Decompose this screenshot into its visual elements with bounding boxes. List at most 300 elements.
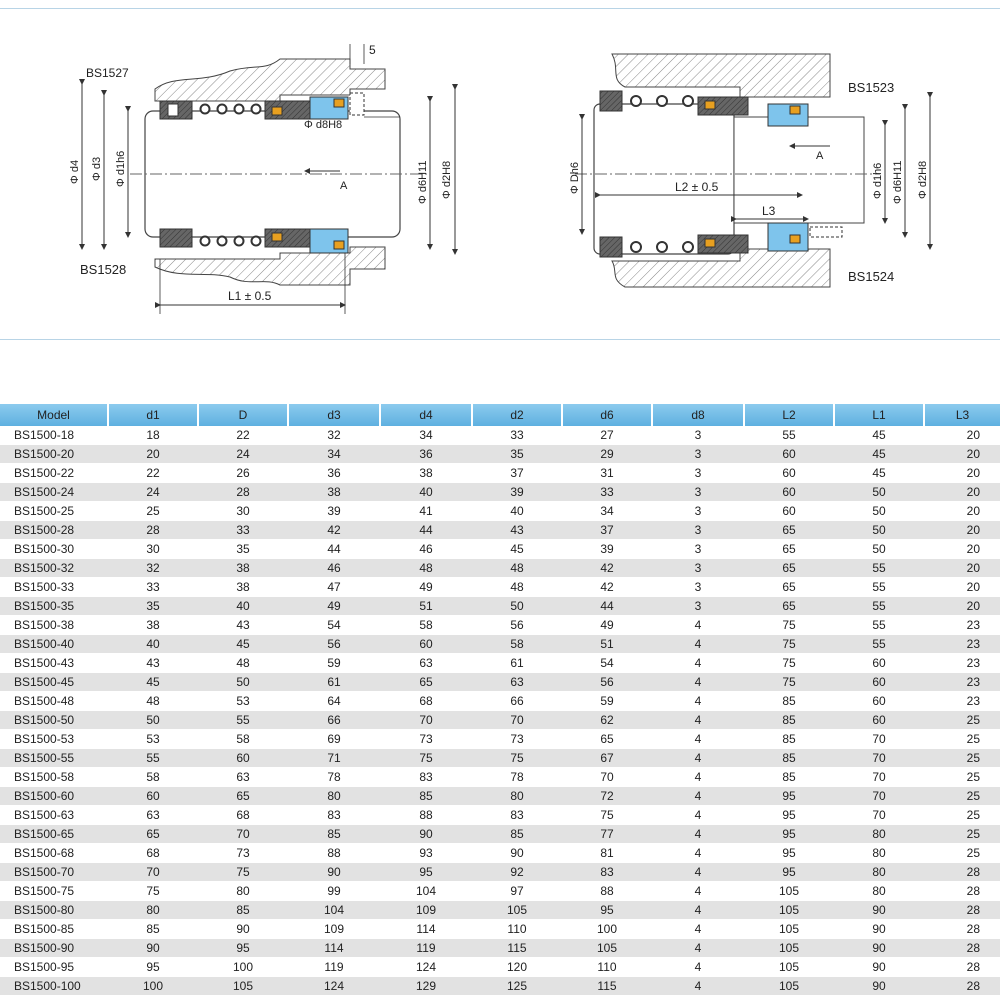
seat-top-right [768,104,808,126]
table-cell: 73 [198,844,288,863]
table-cell: 40 [198,597,288,616]
table-cell: 55 [198,711,288,730]
table-header-row [0,404,1000,426]
table-cell: 50 [834,483,924,502]
table-cell: 3 [652,578,744,597]
table-cell: 4 [652,806,744,825]
table-cell: BS1500-40 [0,635,108,654]
table-cell: 105 [744,977,834,996]
table-cell: BS1500-22 [0,464,108,483]
table-cell: 85 [472,825,562,844]
table-cell: 33 [198,521,288,540]
table-cell: 95 [744,806,834,825]
table-cell: 64 [288,692,380,711]
table-cell: 90 [472,844,562,863]
table-cell: 65 [380,673,472,692]
table-cell: 55 [834,635,924,654]
table-row [0,939,1000,958]
table-row [0,483,1000,502]
table-cell: 58 [198,730,288,749]
column-header: d6 [562,404,652,426]
table-cell: 119 [288,958,380,977]
table-row [0,844,1000,863]
spring-top-right [631,96,693,106]
table-row [0,749,1000,768]
table-cell: 28 [108,521,198,540]
column-header: d3 [288,404,380,426]
table-cell: 90 [288,863,380,882]
table-cell: 73 [380,730,472,749]
table-cell: 60 [744,445,834,464]
table-cell: 75 [380,749,472,768]
table-cell: 85 [198,901,288,920]
table-cell: 85 [744,749,834,768]
table-cell: 4 [652,711,744,730]
table-cell: 75 [744,616,834,635]
table-cell: 60 [108,787,198,806]
table-cell: 65 [744,559,834,578]
table-cell: 97 [472,882,562,901]
label-d6-right: Φ d6H11 [892,160,904,204]
table-cell: 63 [108,806,198,825]
retainer-bottom-right [600,237,622,257]
table-cell: 44 [380,521,472,540]
table-cell: 129 [380,977,472,996]
table-cell: 45 [108,673,198,692]
table-cell: 58 [472,635,562,654]
table-cell: 59 [288,654,380,673]
spec-table [0,404,1000,996]
table-cell: 18 [108,426,198,445]
table-cell: 61 [472,654,562,673]
column-header: L3 [924,404,1000,426]
table-cell: 55 [108,749,198,768]
retainer-bottom-left [160,229,192,247]
label-d6-left: Φ d6H11 [417,160,429,204]
table-cell: 95 [744,787,834,806]
table-cell: 25 [924,749,1000,768]
table-cell: 95 [744,825,834,844]
table-cell: 24 [108,483,198,502]
table-cell: BS1500-55 [0,749,108,768]
table-cell: 27 [562,426,652,445]
table-cell: 90 [834,939,924,958]
table-cell: 39 [472,483,562,502]
table-cell: 105 [562,939,652,958]
column-header: d4 [380,404,472,426]
table-cell: 83 [472,806,562,825]
table-cell: 58 [108,768,198,787]
table-cell: 72 [562,787,652,806]
table-row [0,540,1000,559]
table-cell: 65 [744,521,834,540]
table-cell: 70 [108,863,198,882]
table-cell: 45 [472,540,562,559]
table-cell: 35 [108,597,198,616]
table-cell: 56 [288,635,380,654]
table-cell: 95 [198,939,288,958]
table-cell: 67 [562,749,652,768]
table-cell: BS1500-65 [0,825,108,844]
table-cell: 4 [652,939,744,958]
spring-bottom-right [631,242,693,252]
table-cell: 88 [380,806,472,825]
table-cell: BS1500-43 [0,654,108,673]
table-cell: 50 [834,521,924,540]
table-cell: 68 [198,806,288,825]
table-cell: BS1500-20 [0,445,108,464]
table-cell: BS1500-63 [0,806,108,825]
table-cell: 65 [744,540,834,559]
table-cell: 39 [562,540,652,559]
table-cell: 70 [834,749,924,768]
right-seal-drawing [569,54,930,287]
table-cell: 80 [472,787,562,806]
table-cell: 3 [652,559,744,578]
table-cell: 115 [562,977,652,996]
table-cell: 32 [108,559,198,578]
table-cell: 49 [380,578,472,597]
table-row [0,597,1000,616]
table-cell: 4 [652,616,744,635]
table-row [0,806,1000,825]
table-cell: 28 [198,483,288,502]
table-cell: 56 [562,673,652,692]
table-cell: BS1500-25 [0,502,108,521]
table-cell: 4 [652,920,744,939]
table-cell: 53 [108,730,198,749]
table-row [0,635,1000,654]
table-cell: BS1500-38 [0,616,108,635]
table-cell: 42 [562,578,652,597]
table-cell: 28 [924,939,1000,958]
table-cell: BS1500-50 [0,711,108,730]
table-cell: 39 [288,502,380,521]
table-cell: 50 [834,502,924,521]
oring-bottom-left-2 [334,241,344,249]
table-cell: 4 [652,901,744,920]
table-cell: 90 [834,901,924,920]
table-cell: 110 [562,958,652,977]
table-cell: 25 [924,844,1000,863]
label-L3: L3 [762,204,776,218]
table-row [0,692,1000,711]
table-cell: 75 [744,635,834,654]
table-cell: 48 [472,559,562,578]
drawing-panel [0,8,1000,340]
table-cell: 60 [744,464,834,483]
table-cell: 47 [288,578,380,597]
label-dim-5: 5 [369,43,376,57]
table-row [0,426,1000,445]
table-cell: 43 [198,616,288,635]
table-cell: 40 [380,483,472,502]
table-cell: 34 [562,502,652,521]
table-cell: 80 [108,901,198,920]
table-row [0,977,1000,996]
table-cell: 4 [652,673,744,692]
table-cell: 4 [652,863,744,882]
spring-bottom-left [201,237,261,246]
table-cell: 100 [108,977,198,996]
oring-bottom-right-2 [790,235,800,243]
table-cell: 25 [924,711,1000,730]
table-cell: BS1500-70 [0,863,108,882]
table-cell: 90 [108,939,198,958]
table-cell: 3 [652,521,744,540]
pin-top-left [350,93,364,115]
table-cell: BS1500-33 [0,578,108,597]
table-cell: 83 [380,768,472,787]
table-cell: 69 [288,730,380,749]
table-cell: 25 [108,502,198,521]
table-cell: 85 [744,730,834,749]
table-cell: 23 [924,673,1000,692]
table-cell: 105 [744,939,834,958]
table-cell: 55 [834,559,924,578]
table-cell: 105 [472,901,562,920]
table-cell: 85 [744,768,834,787]
table-cell: 50 [198,673,288,692]
table-cell: 71 [288,749,380,768]
table-cell: 70 [834,730,924,749]
table-cell: 50 [472,597,562,616]
table-row [0,502,1000,521]
table-cell: 20 [924,502,1000,521]
column-header: Model [0,404,108,426]
table-cell: 33 [562,483,652,502]
table-cell: 30 [198,502,288,521]
table-cell: 88 [562,882,652,901]
table-cell: 70 [562,768,652,787]
table-cell: 4 [652,768,744,787]
label-D: Φ Dh6 [569,161,581,194]
table-cell: 80 [198,882,288,901]
table-cell: 63 [472,673,562,692]
table-cell: 68 [380,692,472,711]
table-cell: 60 [834,654,924,673]
label-BS1528: BS1528 [80,262,127,277]
table-row [0,863,1000,882]
table-cell: 28 [924,920,1000,939]
table-cell: 75 [744,654,834,673]
table-cell: 60 [198,749,288,768]
table-cell: 38 [288,483,380,502]
table-cell: 105 [744,901,834,920]
table-cell: 28 [924,863,1000,882]
table-cell: 50 [834,540,924,559]
table-cell: 90 [834,977,924,996]
table-cell: 88 [288,844,380,863]
table-cell: 85 [744,692,834,711]
table-cell: 80 [834,844,924,863]
table-cell: 61 [288,673,380,692]
table-cell: 34 [288,445,380,464]
oring-top-left-1 [272,107,282,115]
setscrew-top-left [168,104,178,116]
table-cell: 60 [834,692,924,711]
table-cell: 40 [108,635,198,654]
column-header: d8 [652,404,744,426]
table-cell: 3 [652,483,744,502]
table-cell: 90 [380,825,472,844]
table-cell: 4 [652,787,744,806]
table-cell: 40 [472,502,562,521]
table-cell: BS1500-80 [0,901,108,920]
table-cell: BS1500-48 [0,692,108,711]
table-cell: 4 [652,844,744,863]
table-cell: BS1500-90 [0,939,108,958]
table-cell: 95 [380,863,472,882]
table-cell: 124 [380,958,472,977]
table-cell: 119 [380,939,472,958]
technical-drawing [0,9,1000,339]
table-cell: 60 [834,673,924,692]
table-cell: 20 [924,578,1000,597]
table-cell: 46 [380,540,472,559]
seat-bottom-right [768,223,808,251]
table-cell: BS1500-95 [0,958,108,977]
table-cell: 83 [288,806,380,825]
table-row [0,920,1000,939]
label-d1-left: Φ d1h6 [115,150,127,187]
table-cell: 90 [198,920,288,939]
table-cell: 60 [834,711,924,730]
table-cell: 23 [924,635,1000,654]
table-cell: BS1500-32 [0,559,108,578]
table-cell: 58 [380,616,472,635]
table-cell: 51 [562,635,652,654]
table-cell: 120 [472,958,562,977]
table-cell: 25 [924,806,1000,825]
column-header: D [198,404,288,426]
table-cell: 22 [198,426,288,445]
table-cell: 85 [288,825,380,844]
table-cell: BS1500-85 [0,920,108,939]
table-cell: 23 [924,654,1000,673]
table-row [0,445,1000,464]
table-cell: 55 [744,426,834,445]
label-A-left: A [340,180,348,192]
table-cell: 70 [834,787,924,806]
table-cell: 70 [834,806,924,825]
table-cell: BS1500-53 [0,730,108,749]
table-cell: 20 [924,540,1000,559]
label-d8: Φ d8H8 [304,119,343,131]
table-cell: 20 [924,426,1000,445]
table-cell: 60 [744,502,834,521]
column-header: L1 [834,404,924,426]
table-cell: 83 [562,863,652,882]
table-cell: 92 [472,863,562,882]
table-cell: 26 [198,464,288,483]
table-cell: 60 [380,635,472,654]
table-cell: 28 [924,901,1000,920]
table-cell: 54 [562,654,652,673]
table-cell: BS1500-35 [0,597,108,616]
table-row [0,578,1000,597]
table-cell: 78 [472,768,562,787]
table-cell: 65 [108,825,198,844]
table-cell: 38 [198,578,288,597]
table-cell: 109 [380,901,472,920]
label-BS1523: BS1523 [848,80,895,95]
table-row [0,654,1000,673]
table-cell: 48 [472,578,562,597]
table-cell: 4 [652,749,744,768]
table-cell: 50 [108,711,198,730]
table-cell: 125 [472,977,562,996]
table-cell: 73 [472,730,562,749]
table-cell: 95 [108,958,198,977]
table-row [0,958,1000,977]
table-cell: 35 [472,445,562,464]
table-cell: 42 [288,521,380,540]
table-cell: 48 [108,692,198,711]
oring-bottom-left-1 [272,233,282,241]
oring-bottom-right-1 [705,239,715,247]
table-cell: 3 [652,540,744,559]
table-cell: 33 [108,578,198,597]
table-cell: 41 [380,502,472,521]
table-cell: 124 [288,977,380,996]
column-header: d2 [472,404,562,426]
table-row [0,901,1000,920]
table-cell: 66 [472,692,562,711]
table-row [0,711,1000,730]
table-cell: 65 [744,597,834,616]
table-cell: 20 [924,597,1000,616]
table-cell: 22 [108,464,198,483]
table-cell: 105 [744,920,834,939]
table-cell: 110 [472,920,562,939]
table-cell: 4 [652,730,744,749]
table-cell: 65 [198,787,288,806]
table-cell: 28 [924,882,1000,901]
table-cell: 114 [288,939,380,958]
table-cell: 24 [198,445,288,464]
table-cell: 38 [108,616,198,635]
table-cell: 59 [562,692,652,711]
table-cell: 85 [108,920,198,939]
table-cell: 75 [472,749,562,768]
table-row [0,521,1000,540]
table-cell: 105 [744,958,834,977]
table-cell: 77 [562,825,652,844]
table-cell: 20 [108,445,198,464]
table-cell: 55 [834,597,924,616]
label-d2-left: Φ d2H8 [441,160,453,199]
table-cell: 55 [834,578,924,597]
table-cell: 4 [652,977,744,996]
table-cell: 37 [562,521,652,540]
oring-top-right-1 [705,101,715,109]
label-L1: L1 ± 0.5 [228,289,272,303]
table-cell: 43 [108,654,198,673]
table-cell: 33 [472,426,562,445]
table-cell: 37 [472,464,562,483]
table-cell: 90 [834,958,924,977]
spec-table-wrapper [0,404,1000,996]
table-cell: 75 [198,863,288,882]
table-cell: 70 [198,825,288,844]
table-cell: 81 [562,844,652,863]
table-cell: 45 [834,426,924,445]
table-cell: 60 [744,483,834,502]
table-cell: 29 [562,445,652,464]
table-cell: 115 [472,939,562,958]
table-row [0,559,1000,578]
